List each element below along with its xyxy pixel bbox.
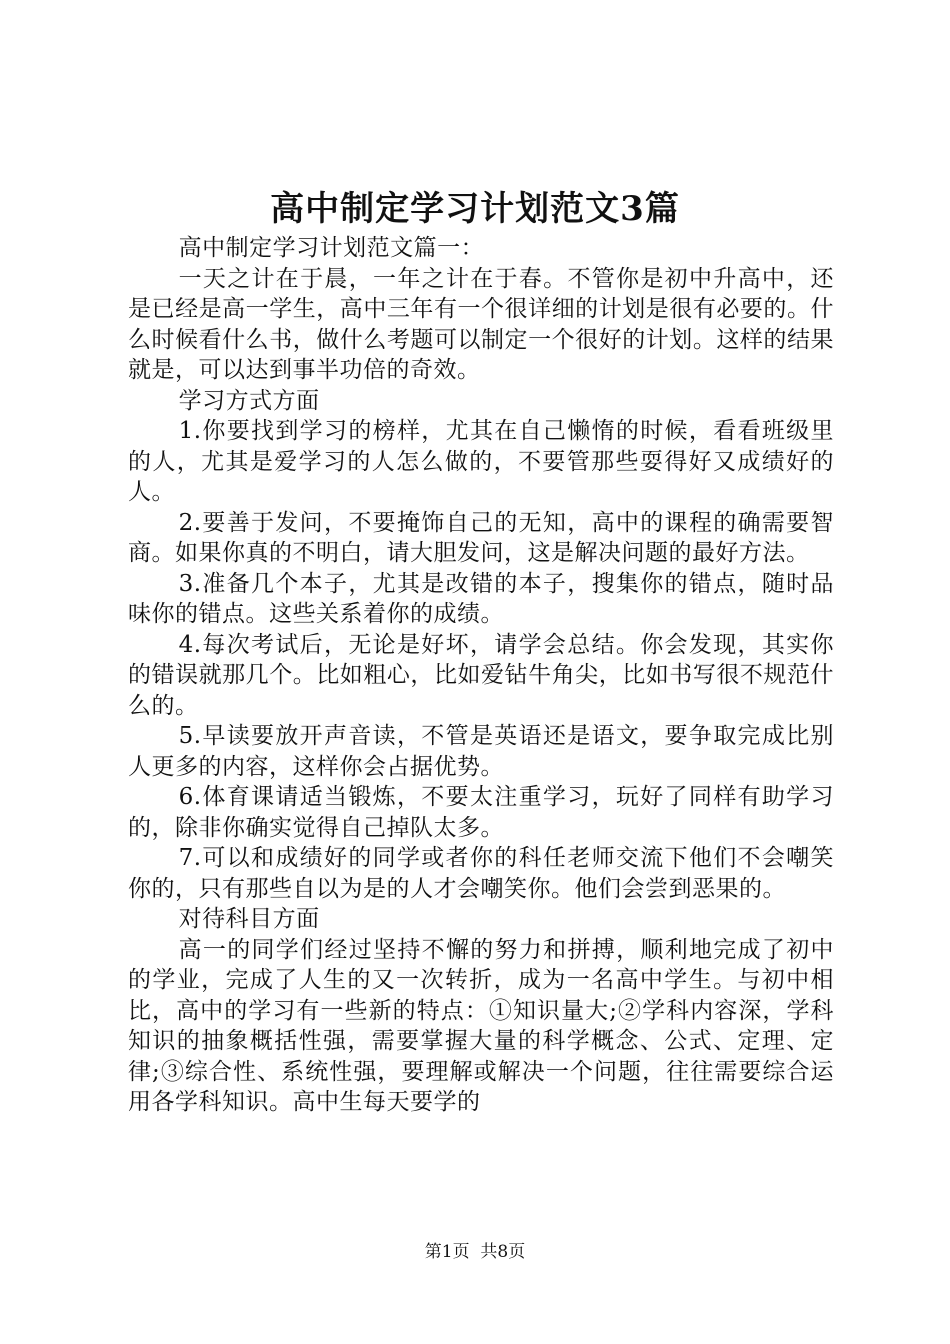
list-item-3: 3.准备几个本子，尤其是改错的本子，搜集你的错点，随时品味你的错点。这些关系着你的成绩。 — [128, 570, 834, 627]
section-heading-study-methods: 学习方式方面 — [178, 387, 320, 414]
list-item-4: 4.每次考试后，无论是好坏，请学会总结。你会发现，其实你的错误就那几个。比如粗心，比如爱钻牛角尖，比如书写很不规范什么的。 — [128, 631, 834, 719]
page-footer: 第1页 共8页 — [424, 1242, 526, 1262]
paragraph-intro: 一天之计在于晨，一年之计在于春。不管你是初中升高中，还是已经是高一学生，高中三年有一个很详细的计划是很有必要的。什么时候看什么书，做什么考题可以制定一个很好的计划。这样的结果就是，可以达到事半功倍的奇效。 — [128, 265, 834, 383]
paragraph-intro-heading: 高中制定学习计划范文篇一： — [178, 235, 485, 261]
list-item-2: 2.要善于发问，不要掩饰自己的无知，高中的课程的确需要智商。如果你真的不明白，请大胆发问，这是解决问题的最好方法。 — [128, 509, 834, 566]
list-item-6: 6.体育课请适当锻炼，不要太注重学习，玩好了同样有助学习的，除非你确实觉得自己掉队太多。 — [128, 784, 834, 841]
list-item-5: 5.早读要放开声音读，不管是英语还是语文，要争取完成比别人更多的内容，这样你会占据优势。 — [128, 723, 834, 780]
section-heading-subjects: 对待科目方面 — [178, 906, 320, 932]
document-body — [128, 233, 834, 1118]
list-item-7: 7.可以和成绩好的同学或者你的科任老师交流下他们不会嘲笑你的，只有那些自以为是的人才会嘲笑你。他们会尝到恶果的。 — [128, 845, 834, 902]
list-item-1: 1.你要找到学习的榜样，尤其在自己懒惰的时候，看看班级里的人，尤其是爱学习的人怎么做的，不要管那些耍得好又成绩好的人。 — [128, 418, 834, 505]
paragraph-subjects: 高一的同学们经过坚持不懈的努力和拼搏，顺利地完成了初中的学业，完成了人生的又一次转折，成为一名高中学生。与初中相比，高中的学习有一些新的特点：①知识量大;②学科内容深，学科知识的抽象概括性强，需要掌握大量的科学概念、公式、定理、定律;③综合性、系统性强，要理解或解决一个问题，往往需要综合运用各学科知识。高中生每天要学的 — [128, 936, 834, 1115]
document-title: 高中制定学习计划范文3篇 — [270, 189, 680, 229]
